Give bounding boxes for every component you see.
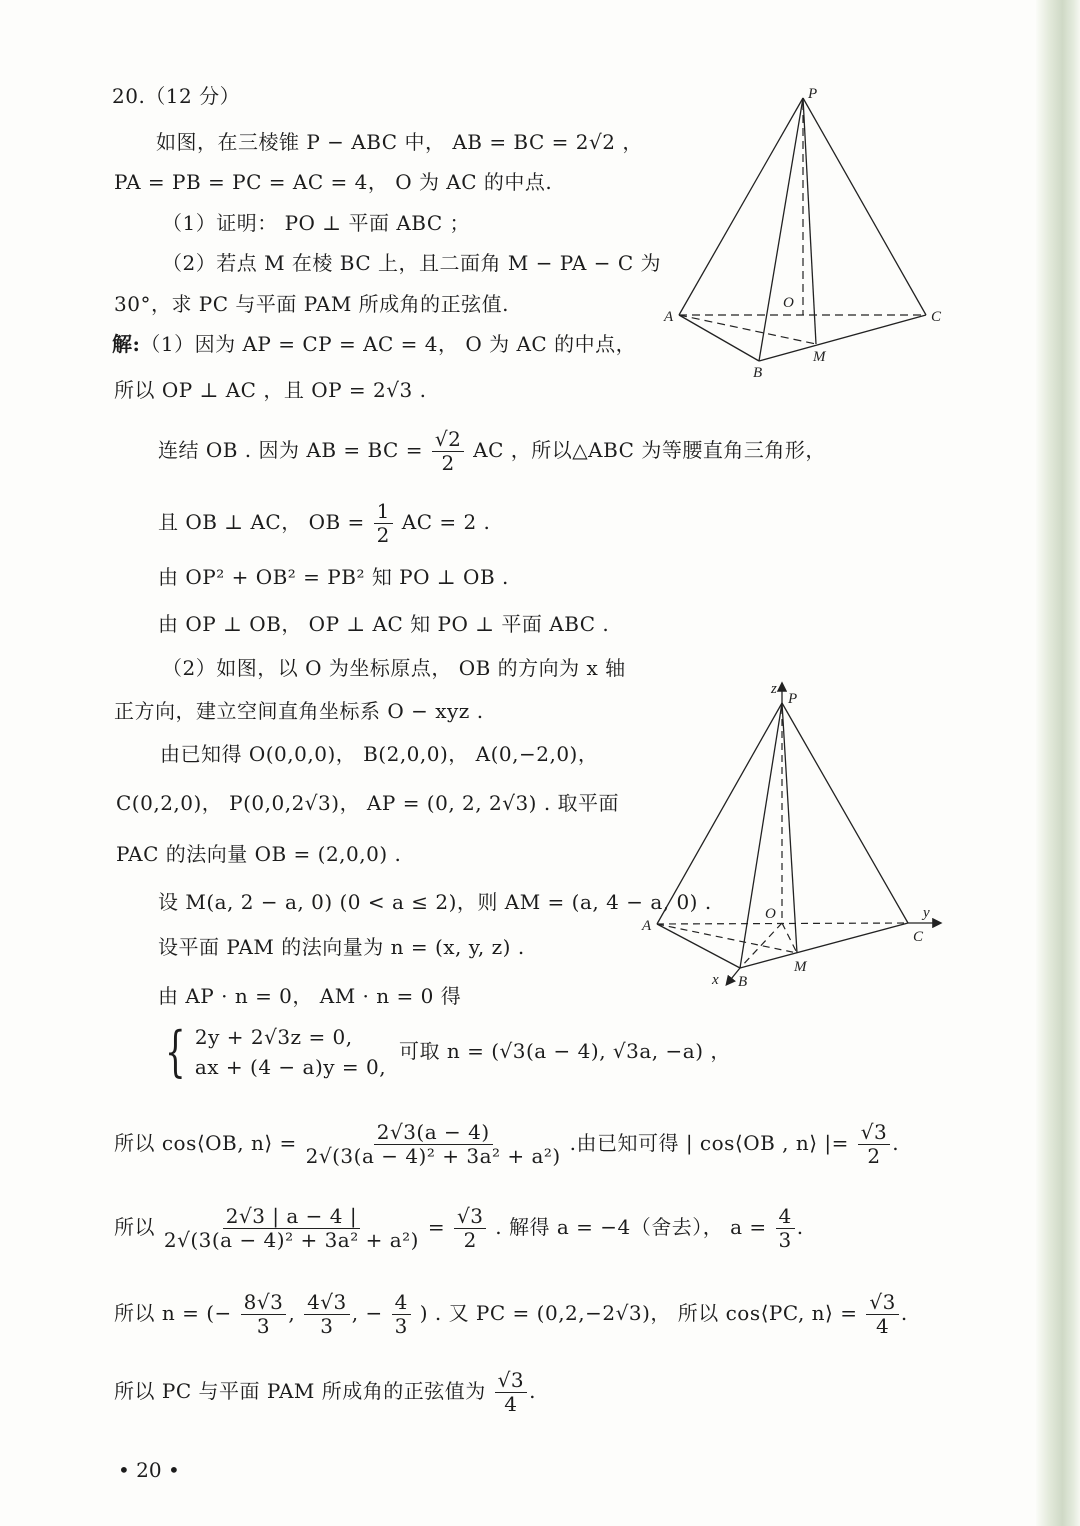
label-O: O	[783, 295, 794, 311]
fraction-4-over-3	[776, 1206, 795, 1251]
final-answer: 所以 PC 与平面 PAM 所成角的正弦值为 $\frac{√3}{4}$ .	[114, 1368, 536, 1416]
equation-row-1: 2y + 2√3z = 0,	[194, 1025, 353, 1049]
denominator: 4	[875, 1314, 890, 1338]
problem-intro-1: 如图，在三棱锥 P − ABC 中， AB = BC = 2√2 ，	[156, 130, 643, 154]
axis-label-z: z	[771, 681, 777, 697]
numerator: 4	[776, 1206, 795, 1229]
axis-label-x: x	[712, 972, 719, 988]
solution-line-6: 由 OP ⊥ OB， OP ⊥ AC 知 PO ⊥ 平面 ABC .	[158, 612, 610, 636]
normal-vector-choice: 可取 n = (√3(a − 4), √3a, −a) ，	[398, 1038, 731, 1063]
numerator: 4√3	[304, 1292, 350, 1315]
component-2	[304, 1292, 350, 1337]
left-brace: {	[164, 1020, 186, 1083]
denominator: 4	[504, 1392, 518, 1416]
label-P: P	[788, 691, 798, 707]
label-A: A	[642, 918, 652, 934]
problem-number: 20.	[112, 84, 146, 108]
text: 连结 OB . 因为 AB = BC =	[158, 438, 423, 462]
text: . 解得 a = −4（舍去）， a =	[495, 1215, 767, 1239]
fraction-sqrt3-over-2	[858, 1122, 890, 1167]
denominator: 3	[778, 1228, 792, 1252]
denominator: 3	[394, 1314, 408, 1338]
question-1: （1）证明： PO ⊥ 平面 ABC ；	[162, 211, 470, 235]
part2-line-1: （2）如图，以 O 为坐标原点， OB 的方向为 x 轴	[162, 656, 626, 680]
numerator: √2	[432, 429, 464, 452]
numerator: √3	[454, 1206, 486, 1229]
part2-line-6: 设 M(a, 2 − a, 0) (0 < a ≤ 2)，则 AM = (a, 4 − a, 0) .	[158, 890, 712, 914]
normal-vector-result: 所以 n = (− $\frac{8√3}{3}$ , $\frac{4√3}{3}$ , − $\frac{4}{3}$ ) . 又 PC = (0,2,−2√3)， 所以 cos⟨PC, n⟩ = $\frac{√3}{4}$ .	[114, 1290, 908, 1338]
label-M: M	[794, 959, 807, 975]
denominator: 3	[256, 1314, 271, 1338]
part2-line-7: 设平面 PAM 的法向量为 n = (x, y, z) .	[158, 935, 525, 959]
pyramid-figure-1	[650, 70, 960, 390]
text: AC ，所以△ABC 为等腰直角三角形，	[473, 438, 826, 462]
system-of-equations	[158, 1022, 386, 1082]
page-edge-shadow	[1036, 0, 1080, 1526]
equation-row-2: ax + (4 − a)y = 0,	[194, 1055, 387, 1079]
part2-line-2: 正方向，建立空间直角坐标系 O − xyz .	[114, 699, 484, 723]
label-B: B	[738, 974, 748, 990]
fraction-sqrt3-over-4	[866, 1292, 898, 1337]
text: ) . 又 PC = (0,2,−2√3)， 所以 cos⟨PC, n⟩ =	[419, 1301, 858, 1325]
numerator: 8√3	[241, 1292, 287, 1315]
solution-line-5: 由 OP² + OB² = PB² 知 PO ⊥ OB .	[158, 565, 509, 589]
text: AC = 2 .	[401, 510, 491, 534]
equation-system	[158, 1022, 731, 1082]
solve-equation: 所以 $\frac{2√3 | a - 4 |}{\text{2√(3(a − 4)² + 3a² + a²)}}$ = $\frac{√3}{2}$ . 解得 a = −4（舍去）， a = $\frac{4}{3}$ .	[114, 1204, 804, 1252]
label-A: A	[664, 309, 674, 325]
denominator: 2	[867, 1144, 881, 1168]
numerator: √3	[866, 1292, 898, 1315]
fraction-sqrt3-over-2	[454, 1206, 486, 1251]
numerator: √3	[495, 1370, 527, 1393]
numerator: 1	[374, 501, 393, 524]
label-C: C	[913, 929, 924, 945]
solution-line-1	[112, 330, 636, 358]
text: 所以	[114, 1215, 155, 1239]
solution-line-4	[158, 492, 490, 552]
solution-text: （1）因为 AP = CP = AC = 4， O 为 AC 的中点，	[140, 332, 637, 356]
label-C: C	[931, 309, 942, 325]
question-2a: （2）若点 M 在棱 BC 上，且二面角 M − PA − C 为	[162, 251, 662, 275]
denominator: 3	[320, 1314, 334, 1338]
axis-label-y: y	[923, 905, 930, 921]
cos-equation-1: 所以 cos⟨OB, n⟩ = $\frac{2√3(a - 4)}{\text{2√(3(a − 4)² + 3a² + a²)}}$ .由已知可得 | cos⟨OB , n⟩ |= $\frac{√3}{2}$ .	[114, 1120, 900, 1168]
text: 所以 cos⟨OB, n⟩ =	[114, 1131, 297, 1155]
part2-line-4: C(0,2,0)， P(0,0,2√3)， AP = (0, 2, 2√3) . 取平面	[116, 791, 620, 815]
label-O: O	[765, 906, 776, 922]
denominator: 2√(3(a − 4)² + 3a² + a²)	[305, 1144, 561, 1168]
denominator: 2√(3(a − 4)² + 3a² + a²)	[163, 1228, 419, 1252]
pyramid-figure-2-with-axes	[630, 670, 960, 1000]
part2-line-8: 由 AP · n = 0， AM · n = 0 得	[158, 984, 462, 1008]
component-3	[392, 1292, 411, 1337]
solution-line-3	[158, 420, 826, 480]
problem-points: （12 分）	[145, 84, 241, 108]
text: 所以 n = (−	[114, 1301, 232, 1325]
label-M: M	[813, 349, 826, 365]
cos-fraction	[306, 1122, 561, 1167]
fraction-1-over-2	[374, 501, 393, 546]
label-P: P	[808, 86, 818, 102]
numerator: √3	[858, 1122, 890, 1145]
solution-line-2: 所以 OP ⊥ AC ，且 OP = 2√3 .	[114, 378, 427, 402]
denominator: 2	[463, 1228, 477, 1252]
problem-header	[112, 82, 240, 110]
abs-cos-fraction	[164, 1206, 419, 1251]
label-B: B	[753, 365, 763, 381]
text: 所以 PC 与平面 PAM 所成角的正弦值为	[114, 1379, 486, 1403]
question-2b: 30°，求 PC 与平面 PAM 所成角的正弦值.	[114, 292, 510, 316]
component-1	[241, 1292, 287, 1337]
fraction-sqrt3-over-4	[495, 1370, 527, 1415]
numerator: 4	[392, 1292, 411, 1315]
equals: =	[427, 1215, 446, 1239]
denominator: 2	[376, 523, 390, 547]
part2-line-3: 由已知得 O(0,0,0)， B(2,0,0)， A(0,−2,0)，	[160, 742, 599, 766]
fraction-sqrt2-over-2	[432, 429, 464, 474]
text: 且 OB ⊥ AC， OB =	[158, 510, 365, 534]
solution-label: 解:	[112, 332, 141, 356]
page-number: • 20 •	[118, 1458, 180, 1482]
numerator: 2√3 | a − 4 |	[223, 1206, 360, 1229]
problem-intro-2: PA = PB = PC = AC = 4， O 为 AC 的中点.	[114, 170, 553, 194]
part2-line-5: PAC 的法向量 OB = (2,0,0) .	[116, 842, 402, 866]
text: .由已知可得 | cos⟨OB , n⟩ |=	[569, 1131, 849, 1155]
denominator: 2	[441, 451, 455, 475]
numerator: 2√3(a − 4)	[374, 1122, 493, 1145]
